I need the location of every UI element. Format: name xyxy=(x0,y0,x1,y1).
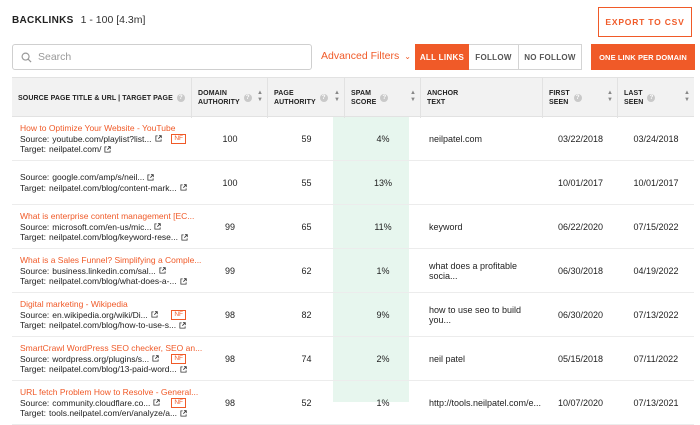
external-link-icon[interactable] xyxy=(147,174,154,181)
page-authority: 62 xyxy=(301,266,312,276)
external-link-icon[interactable] xyxy=(180,366,187,373)
last-seen: 07/13/2022 xyxy=(633,310,679,320)
one-link-per-domain-button[interactable]: ONE LINK PER DOMAIN xyxy=(591,44,695,70)
info-icon[interactable]: ? xyxy=(574,94,582,102)
last-seen: 03/24/2018 xyxy=(633,134,679,144)
page-authority: 52 xyxy=(301,398,312,408)
info-icon[interactable]: ? xyxy=(647,94,655,102)
domain-authority: 98 xyxy=(224,354,235,364)
source-url: community.cloudflare.co... xyxy=(52,397,151,408)
sort-icon[interactable]: ▲ ▼ xyxy=(333,90,340,103)
col-last-seen[interactable] xyxy=(618,78,694,118)
last-seen: 10/01/2017 xyxy=(633,178,679,188)
anchor-text: how to use seo to build you... xyxy=(429,305,522,325)
target-label: Target: xyxy=(20,144,46,154)
col-first-seen[interactable] xyxy=(543,78,618,118)
domain-authority: 100 xyxy=(222,134,238,144)
source-cell xyxy=(20,172,192,193)
external-link-icon[interactable] xyxy=(181,234,188,241)
nofollow-badge: NF xyxy=(171,354,186,364)
col-first-label-1: FIRST xyxy=(549,90,570,97)
source-line xyxy=(20,266,192,277)
col-first-label-2: SEEN xyxy=(549,99,569,106)
spam-score: 9% xyxy=(376,310,390,320)
domain-authority: 99 xyxy=(224,266,235,276)
target-line xyxy=(20,183,192,194)
first-seen: 05/15/2018 xyxy=(557,354,604,364)
col-page-authority[interactable] xyxy=(268,78,345,118)
table-row xyxy=(12,161,694,205)
anchor-text: neilpatel.com xyxy=(429,134,483,144)
spam-score: 13% xyxy=(373,178,392,188)
source-url: youtube.com/playlist?list... xyxy=(52,133,152,144)
external-link-icon[interactable] xyxy=(180,410,187,417)
info-icon[interactable]: ? xyxy=(380,94,388,102)
col-spam-score[interactable] xyxy=(345,78,421,118)
source-line xyxy=(20,354,192,365)
source-label: Source: xyxy=(20,172,50,182)
external-link-icon[interactable] xyxy=(155,135,162,142)
first-seen: 10/01/2017 xyxy=(557,178,604,188)
source-label: Source: xyxy=(20,309,50,320)
col-pa-label-1: PAGE xyxy=(274,90,294,97)
table-row xyxy=(12,205,694,249)
source-title-link[interactable]: What is a Sales Funnel? Simplifying a Comple... xyxy=(20,255,202,265)
page-authority: 55 xyxy=(301,178,312,188)
table-row xyxy=(12,337,694,381)
target-url: neilpatel.com/ xyxy=(49,144,102,154)
spam-score: 1% xyxy=(376,398,390,408)
col-spam-label-1: SPAM xyxy=(351,90,372,97)
source-title-link[interactable]: SmartCrawl WordPress SEO checker, SEO an... xyxy=(20,343,203,353)
anchor-text: http://tools.neilpatel.com/e... xyxy=(429,398,542,408)
target-label: Target: xyxy=(20,320,46,330)
page-header xyxy=(12,14,145,30)
page-authority: 82 xyxy=(301,310,312,320)
source-cell xyxy=(20,255,202,287)
last-seen: 07/15/2022 xyxy=(633,222,679,232)
domain-authority: 98 xyxy=(224,398,235,408)
source-url: en.wikipedia.org/wiki/Di... xyxy=(52,309,148,320)
external-link-icon[interactable] xyxy=(104,146,111,153)
first-seen: 03/22/2018 xyxy=(557,134,604,144)
result-range: 1 - 100 [4.3m] xyxy=(80,14,146,26)
external-link-icon[interactable] xyxy=(180,278,187,285)
table-body xyxy=(12,117,694,425)
target-url: tools.neilpatel.com/en/analyze/a... xyxy=(49,408,178,418)
target-url: neilpatel.com/blog/how-to-use-s... xyxy=(49,320,177,330)
col-anchor-label-2: TEXT xyxy=(427,99,446,106)
nofollow-badge: NF xyxy=(171,310,186,320)
target-url: neilpatel.com/blog/keyword-rese... xyxy=(49,232,178,242)
source-cell xyxy=(20,299,192,331)
anchor-text: what does a profitable socia... xyxy=(429,261,518,281)
search-box[interactable] xyxy=(12,44,312,70)
target-label: Target: xyxy=(20,364,46,374)
tab-all-links[interactable]: ALL LINKS xyxy=(415,44,469,70)
table-row xyxy=(12,249,694,293)
source-cell xyxy=(20,123,192,155)
export-csv-button[interactable]: EXPORT TO CSV xyxy=(598,7,692,37)
col-da-label-1: DOMAIN xyxy=(198,90,227,97)
backlinks-table xyxy=(12,77,694,425)
page-authority: 59 xyxy=(301,134,312,144)
sort-icon[interactable]: ▲ ▼ xyxy=(256,90,263,103)
first-seen: 06/30/2020 xyxy=(557,310,604,320)
target-line xyxy=(20,232,192,243)
source-line xyxy=(20,172,192,183)
col-spam-label-2: SCORE xyxy=(351,99,377,106)
spam-score: 4% xyxy=(376,134,390,144)
target-label: Target: xyxy=(20,408,46,418)
source-label: Source: xyxy=(20,133,50,144)
target-label: Target: xyxy=(20,182,46,193)
target-line xyxy=(20,364,192,375)
anchor-text xyxy=(429,161,543,205)
source-line xyxy=(20,134,192,145)
info-icon[interactable]: ? xyxy=(320,94,328,102)
target-line xyxy=(20,276,192,287)
spam-score: 1% xyxy=(376,266,390,276)
tab-follow[interactable]: FOLLOW xyxy=(469,44,519,70)
external-link-icon[interactable] xyxy=(152,355,159,362)
target-url: neilpatel.com/blog/what-does-a-... xyxy=(49,276,177,286)
info-icon[interactable]: ? xyxy=(177,94,185,102)
source-cell xyxy=(20,211,195,243)
target-label: Target: xyxy=(20,232,46,242)
nofollow-badge: NF xyxy=(171,398,186,408)
nofollow-badge: NF xyxy=(171,134,186,144)
anchor-text: keyword xyxy=(429,222,463,232)
last-seen: 07/13/2021 xyxy=(633,398,679,408)
domain-authority: 99 xyxy=(224,222,235,232)
target-url: neilpatel.com/blog/13-paid-word... xyxy=(49,364,177,374)
sort-icon[interactable]: ▲ ▼ xyxy=(606,90,613,103)
source-label: Source: xyxy=(20,265,50,276)
source-line xyxy=(20,222,192,233)
col-last-label-1: LAST xyxy=(624,90,643,97)
col-anchor-text[interactable] xyxy=(421,78,543,118)
table-row xyxy=(12,117,694,161)
advanced-filters-label: Advanced Filters xyxy=(321,50,400,62)
source-url: microsoft.com/en-us/mic... xyxy=(52,221,152,232)
col-da-label-2: AUTHORITY xyxy=(198,99,240,106)
source-line xyxy=(20,398,192,409)
col-anchor-label-1: ANCHOR xyxy=(427,90,459,97)
anchor-text: neil patel xyxy=(429,354,466,364)
source-label: Source: xyxy=(20,397,50,408)
target-line xyxy=(20,408,192,419)
col-domain-authority[interactable] xyxy=(192,78,268,118)
last-seen: 04/19/2022 xyxy=(633,266,679,276)
link-type-filter xyxy=(415,44,582,70)
first-seen: 10/07/2020 xyxy=(557,398,604,408)
source-title-link[interactable]: How to Optimize Your Website - YouTube xyxy=(20,123,176,133)
first-seen: 06/22/2020 xyxy=(557,222,604,232)
target-line xyxy=(20,144,192,155)
external-link-icon[interactable] xyxy=(153,399,160,406)
table-row xyxy=(12,293,694,337)
external-link-icon[interactable] xyxy=(159,267,166,274)
info-icon[interactable]: ? xyxy=(244,94,252,102)
tab-no-follow[interactable]: NO FOLLOW xyxy=(519,44,582,70)
col-source-label: SOURCE PAGE TITLE & URL | TARGET PAGE xyxy=(18,94,173,102)
first-seen: 06/30/2018 xyxy=(557,266,604,276)
search-icon xyxy=(21,52,32,63)
table-header xyxy=(12,77,694,117)
search-input[interactable] xyxy=(38,51,298,63)
domain-authority: 100 xyxy=(222,178,238,188)
source-line xyxy=(20,310,192,321)
external-link-icon[interactable] xyxy=(179,322,186,329)
target-line xyxy=(20,320,192,331)
source-label: Source: xyxy=(20,353,50,364)
domain-authority: 98 xyxy=(224,310,235,320)
target-label: Target: xyxy=(20,276,46,286)
source-title-link[interactable]: What is enterprise content management [EC... xyxy=(20,211,195,221)
source-title-link[interactable]: Digital marketing - Wikipedia xyxy=(20,299,128,309)
advanced-filters-dropdown[interactable] xyxy=(321,50,411,62)
source-title-link[interactable]: URL fetch Problem How to Resolve - General... xyxy=(20,387,199,397)
source-cell xyxy=(20,343,203,375)
sort-icon[interactable]: ▲ ▼ xyxy=(409,90,416,103)
col-pa-label-2: AUTHORITY xyxy=(274,99,316,106)
external-link-icon[interactable] xyxy=(180,184,187,191)
target-url: neilpatel.com/blog/content-mark... xyxy=(49,182,177,193)
source-label: Source: xyxy=(20,221,50,232)
col-source[interactable] xyxy=(12,78,192,118)
sort-icon[interactable]: ▲ ▼ xyxy=(683,90,690,103)
page-authority: 65 xyxy=(301,222,312,232)
source-url: google.com/amp/s/neil... xyxy=(52,172,145,182)
source-url: wordpress.org/plugins/s... xyxy=(52,353,150,364)
page-authority: 74 xyxy=(301,354,312,364)
external-link-icon[interactable] xyxy=(154,223,161,230)
page-title: BACKLINKS xyxy=(12,15,74,26)
table-row xyxy=(12,381,694,425)
source-cell xyxy=(20,387,199,419)
spam-score: 2% xyxy=(376,354,390,364)
col-last-label-2: SEEN xyxy=(624,99,644,106)
last-seen: 07/11/2022 xyxy=(633,354,679,364)
source-url: business.linkedin.com/sal... xyxy=(52,265,156,276)
external-link-icon[interactable] xyxy=(151,311,158,318)
chevron-down-icon: ⌄ xyxy=(404,51,411,61)
spam-score: 11% xyxy=(374,222,392,232)
